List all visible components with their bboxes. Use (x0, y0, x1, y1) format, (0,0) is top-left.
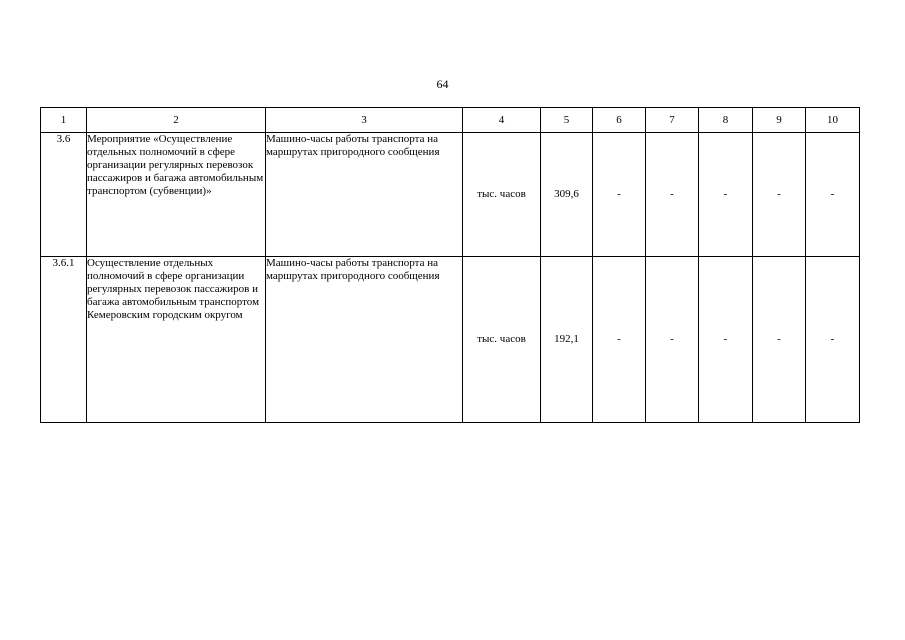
header-col-6: 6 (593, 108, 646, 133)
row-value-8: - (699, 257, 753, 423)
row-value-7: - (646, 133, 699, 257)
header-col-10: 10 (806, 108, 860, 133)
page-number: 64 (436, 77, 449, 91)
header-col-7: 7 (646, 108, 699, 133)
row-value-9: - (753, 257, 806, 423)
row-value-7: - (646, 257, 699, 423)
row-number: 3.6 (41, 133, 87, 257)
row-value-10: - (806, 133, 860, 257)
table-row (41, 257, 860, 423)
row-indicator: Машино-часы работы транспорта на маршрутах пригородного сообщения (266, 257, 463, 423)
header-col-9: 9 (753, 108, 806, 133)
header-col-3: 3 (266, 108, 463, 133)
header-col-4: 4 (463, 108, 541, 133)
row-value-6: - (593, 133, 646, 257)
row-unit: тыс. часов (463, 133, 541, 257)
row-number: 3.6.1 (41, 257, 87, 423)
row-value-6: - (593, 257, 646, 423)
header-col-8: 8 (699, 108, 753, 133)
row-value-10: - (806, 257, 860, 423)
row-value-5: 192,1 (541, 257, 593, 423)
row-indicator: Машино-часы работы транспорта на маршрутах пригородного сообщения (266, 133, 463, 257)
header-col-2: 2 (87, 108, 266, 133)
row-name: Мероприятие «Осуществление отдельных полномочий в сфере организации регулярных перевозок пассажиров и багажа автомобильным транспортом (субвенции)» (87, 133, 266, 257)
row-value-5: 309,6 (541, 133, 593, 257)
indicator-table (40, 107, 860, 423)
table-row (41, 133, 860, 257)
row-name: Осуществление отдельных полномочий в сфере организации регулярных перевозок пассажиров и багажа автомобильным транспортом Кемеровским городским округом (87, 257, 266, 423)
row-value-8: - (699, 133, 753, 257)
row-value-9: - (753, 133, 806, 257)
table-header-row (41, 108, 860, 133)
row-unit: тыс. часов (463, 257, 541, 423)
header-col-5: 5 (541, 108, 593, 133)
header-col-1: 1 (41, 108, 87, 133)
